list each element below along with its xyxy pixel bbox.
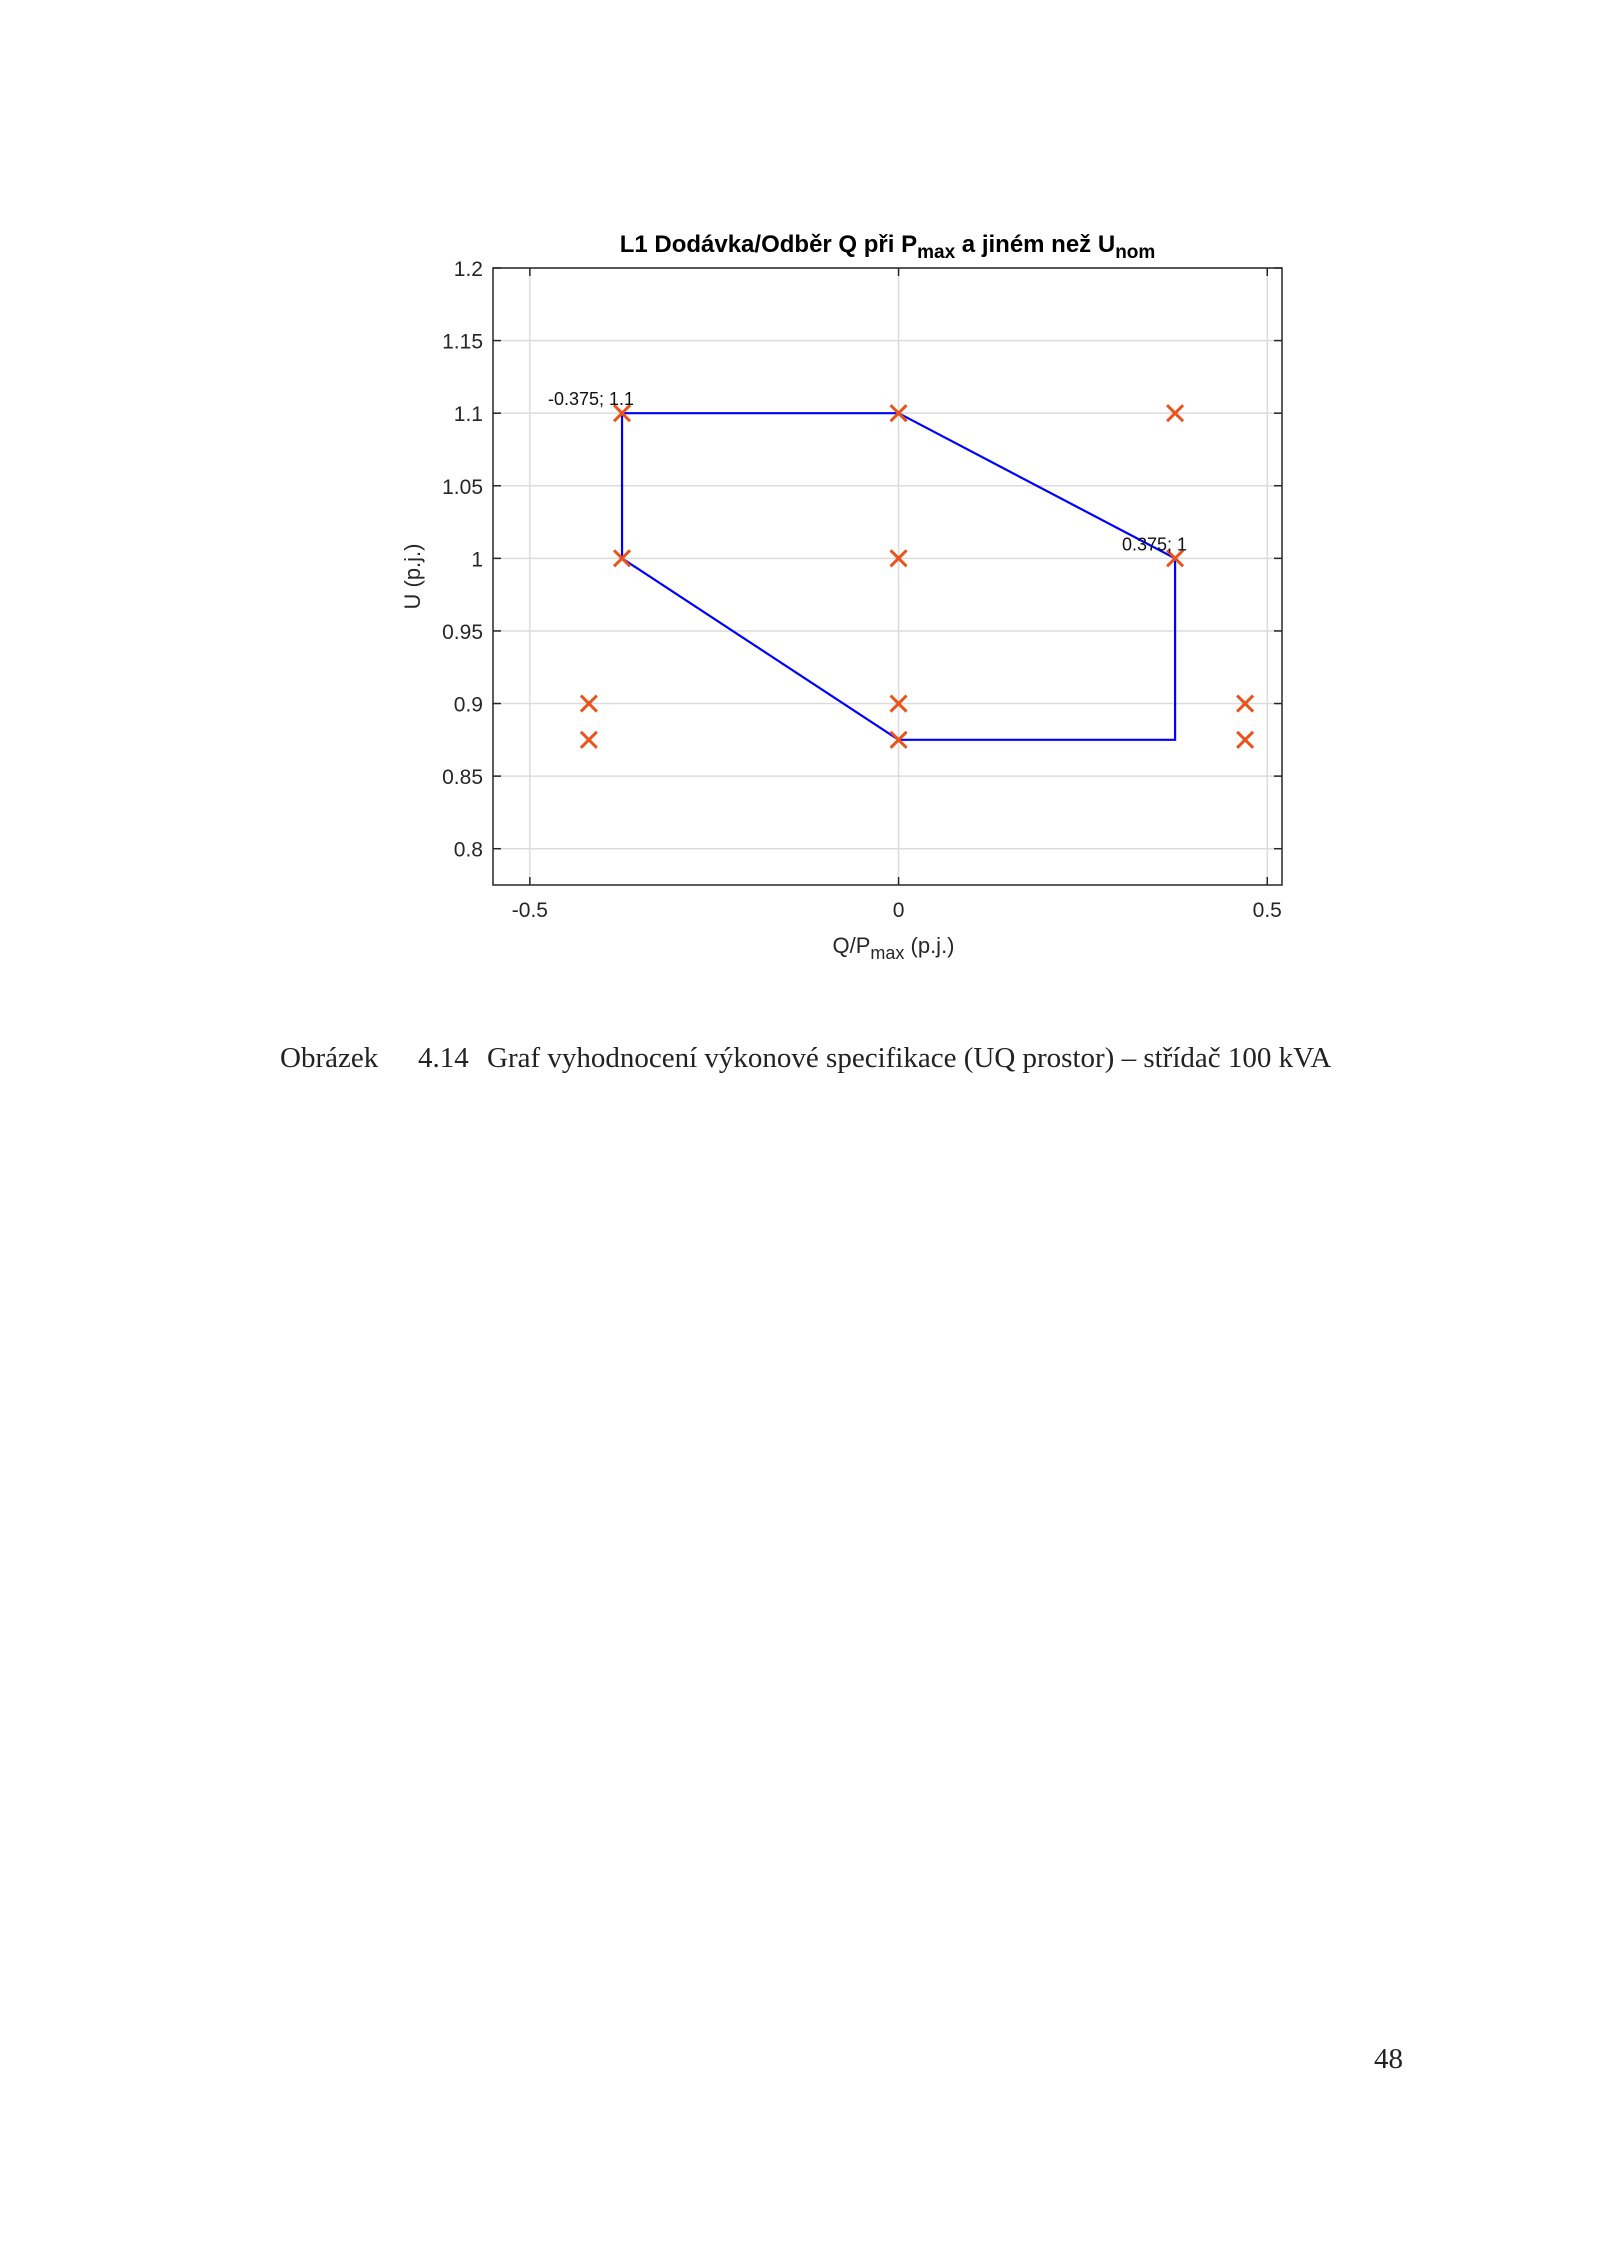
chart-title-subscript: nom <box>1115 241 1156 263</box>
y-tick-label: 0.8 <box>453 838 483 862</box>
y-tick-label: 1.1 <box>453 403 483 427</box>
chart-title-subscript: max <box>917 241 956 263</box>
caption-number: 4.14 <box>418 1042 469 1074</box>
x-axis-label-subscript: max <box>870 943 905 964</box>
y-tick-label: 0.85 <box>442 766 483 790</box>
y-axis-label: U (p.j.) <box>400 543 425 610</box>
caption-text: Graf vyhodnocení výkonové specifikace (UQ prostor) – střídač 100 kVA <box>487 1042 1332 1074</box>
chart-title-part: a jiném než U <box>955 231 1116 258</box>
plot-area <box>493 268 1282 885</box>
y-tick-label: 0.9 <box>453 693 483 717</box>
page-number: 48 <box>1374 2043 1403 2075</box>
x-tick-label: 0.5 <box>1252 899 1282 922</box>
y-tick-label: 1 <box>471 548 483 572</box>
y-tick-label: 0.95 <box>442 620 483 644</box>
y-tick-label: 1.2 <box>453 258 483 281</box>
x-tick-label: 0 <box>892 899 905 922</box>
y-tick-label: 1.05 <box>442 475 483 499</box>
x-axis-label-part: (p.j.) <box>904 933 955 958</box>
x-axis-label <box>832 933 954 963</box>
chart-title <box>620 231 1156 263</box>
x-tick-label: -0.5 <box>511 899 548 922</box>
x-axis-label-part: Q/P <box>832 933 871 958</box>
caption-label: Obrázek <box>280 1042 379 1074</box>
figure <box>0 0 1600 1000</box>
data-tip-label: 0.375; 1 <box>1122 534 1188 555</box>
chart-title-part: L1 Dodávka/Odběr Q při P <box>619 231 918 258</box>
chart <box>0 0 1600 1000</box>
y-tick-label: 1.15 <box>442 330 483 354</box>
data-tip-label: -0.375; 1.1 <box>547 389 635 410</box>
